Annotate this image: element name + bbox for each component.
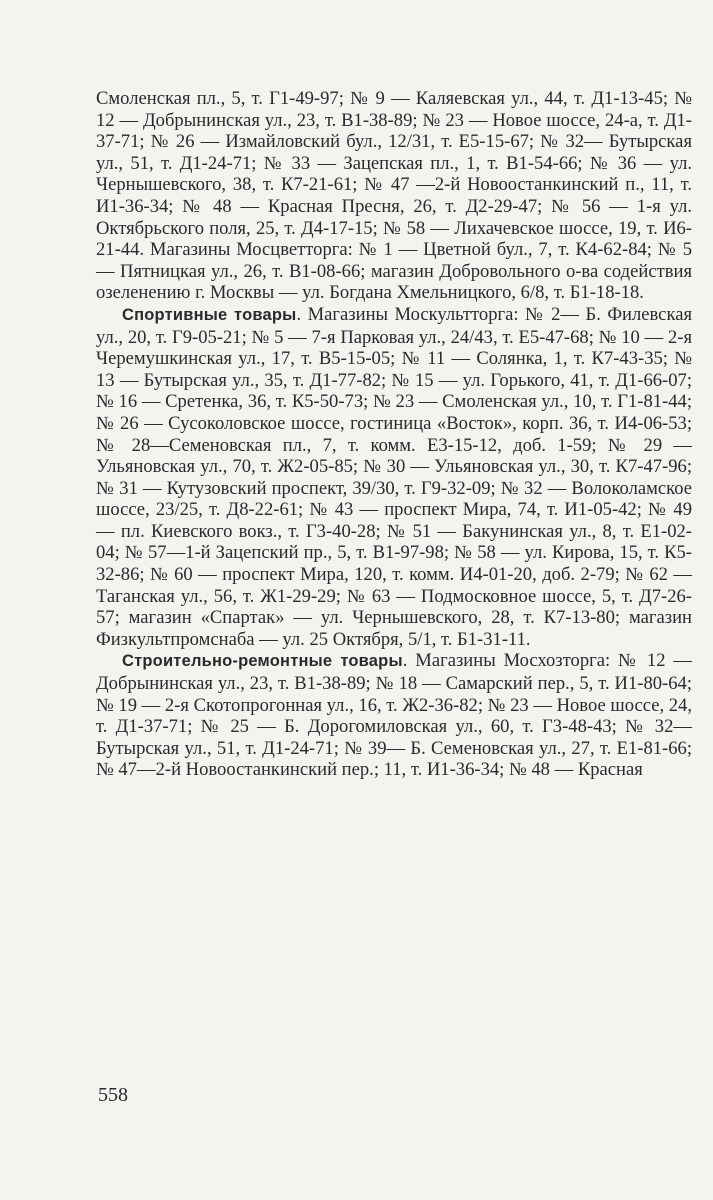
paragraph-text: . Магазины Москультторга: № 2— Б. Филевская ул., 20, т. Г9-05-21; № 5 — 7-я Парковая ул., 24/43, т. Е5-47-68; № 10 — 2-я Черемушкинская ул., 17, т. В5-15-05; № 11 — Солянка, 1, т. К7-43-35; № 13 — Бутырская ул., 35, т. Д1-77-82; № 15 — ул. Горького, 41, т. Д1-66-07; № 16 — Сретенка, 36, т. К5-50-73; № 23 — Смоленская ул., 10, т. Г1-81-44; № 26 — Сусоколовское шоссе, гостиница «Восток», корп. 36, т. И4-06-53; № 28—Семеновская пл., 7, т. комм. Е3-15-12, доб. 1-59; № 29 — Ульяновская ул., 70, т. Ж2-05-85; № 30 — Ульяновская ул., 30, т. К7-47-96; № 31 — Кутузовский проспект, 39/30, т. Г9-32-09; № 32 — Волоколамское шоссе, 23/25, т. Д8-22-61; № 43 — проспект Мира, 74, т. И1-05-42; № 49 — пл. Киевского вокз., т. Г3-40-28; № 51 — Бакунинская ул., 8, т. Е1-02-04; № 57—1-й Зацепский пр., 5, т. В1-97-98; № 58 — ул. Кирова, 15, т. К5-32-86; № 60 — проспект Мира, 120, т. комм. И4-01-20, доб. 2-79; № 62 — Таганская ул., 56, т. Ж1-29-29; № 63 — Подмосковное шоссе, 5, т. Д7-26-57; магазин «Спартак» — ул. Чернышевского, 28, т. К7-13-80; магазин Физкультпромснаба — ул. 25 Октября, 5/1, т. Б1-31-11. (96, 303, 692, 650)
paragraph-continuation (96, 88, 692, 304)
paragraph-building-goods (96, 650, 692, 781)
text-column (96, 88, 692, 781)
paragraph-text: Смоленская пл., 5, т. Г1-49-97; № 9 — Каляевская ул., 44, т. Д1-13-45; № 12 — Добрынинская ул., 23, т. В1-38-89; № 23 — Новое шоссе, 24-а, т. Д1-37-71; № 26 — Измайловский бул., 12/31, т. Е5-15-67; № 32— Бутырская ул., 51, т. Д1-24-71; № 33 — Зацепская пл., 1, т. В1-54-66; № 36 — ул. Чернышевского, 38, т. К7-21-61; № 47 —2-й Новоостанкинский п., 11, т. И1-36-34; № 48 — Красная Пресня, 26, т. Д2-29-47; № 56 — 1-я ул. Октябрьского поля, 25, т. Д4-17-15; № 58 — Лихачевское шоссе, 19, т. И6-21-44. Магазины Мосцветторга: № 1 — Цветной бул., 7, т. К4-62-84; № 5 — Пятницкая ул., 26, т. В1-08-66; магазин Добровольного о-ва содействия озеленению г. Москвы — ул. Богдана Хмельницкого, 6/8, т. Б1-18-18. (96, 88, 692, 304)
section-heading: Строительно-ремонтные товары (122, 652, 403, 671)
paragraph-text: . Магазины Мосхозторга: № 12 — Добрынинская ул., 23, т. В1-38-89; № 18 — Самарский пер., 5, т. И1-80-64; № 19 — 2-я Скотопрогонная ул., 16, т. Ж2-36-82; № 23 — Новое шоссе, 24, т. Д1-37-71; № 25 — Б. Дорогомиловская ул., 60, т. Г3-48-43; № 32—Бутырская ул., 51, т. Д1-24-71; № 39— Б. Семеновская ул., 27, т. Е1-81-66; № 47—2-й Новоостанкинский пер.; 11, т. И1-36-34; № 48 — Красная (96, 650, 692, 781)
paragraph-sport-goods (96, 304, 692, 651)
section-heading: Спортивные товары (122, 305, 297, 324)
page-number: 558 (98, 1084, 128, 1106)
